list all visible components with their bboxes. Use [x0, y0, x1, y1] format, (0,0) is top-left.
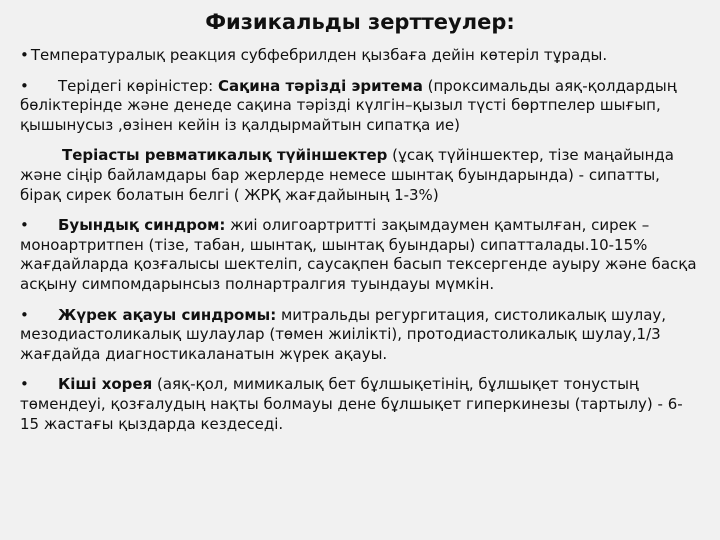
paragraph-pre: Терідегі көріністер:	[58, 76, 218, 95]
paragraph-text: (аяқ-қол, мимикалық бет бұлшықетінің, бұлшықет тонустың төмендеуі, қозғалудың нақты болмауы дене бұлшықет гиперкинезы (тартылу) - 6-15 жастағы қыздарда кездеседі.	[20, 375, 683, 433]
paragraph-bold: Кіші хорея	[58, 375, 153, 394]
bullet: •	[20, 216, 29, 235]
paragraph-skin	[20, 77, 700, 136]
paragraph-joint	[20, 216, 700, 294]
slide-title: Физикальды зерттеулер:	[205, 10, 515, 34]
paragraph-text: митральды регургитация, систоликалық шулау, мезодиастоликалық шулаулар (төмен жиілікті), протодиастоликалық шулау,1/3 жағдайда диагностикаланатын жүрек ақауы.	[20, 305, 667, 363]
paragraph-nodules	[20, 146, 700, 205]
paragraph-text: Температуралық реакция субфебрилден қызбаға дейін көтеріл тұрады.	[30, 46, 608, 64]
paragraph-text: жиі олигоартритті зақымдаумен қамтылған, сирек – моноартритпен (тізе, табан, шынтақ, шынтақ буындары) сипатталады.10-15% жағдайларда қозғалысы шектеліп, саусақпен басып тексергенде ауыру және басқа асқыну симпомдарынсыз полнартралгия туындауы мүмкін.	[20, 216, 697, 293]
paragraph-chorea	[20, 375, 700, 434]
paragraph-bold: Жүрек ақауы синдромы:	[58, 305, 277, 324]
bullet: •	[20, 305, 29, 324]
paragraph-heart	[20, 306, 700, 365]
bullet: •	[20, 375, 29, 394]
paragraph-bold: Теріасты ревматикалық түйіншектер	[62, 146, 388, 165]
paragraph-bold: Сақина тәрізді эритема	[217, 76, 423, 95]
bullet: •	[20, 76, 29, 95]
paragraph-text: (проксимальды аяқ-қолдардың бөліктерінде және денеде сақина тәрізді күлгін–қызыл түсті бөртпелер шығып, қышынусыз ,өзінен кейін із қалдырмайтын сипатқа ие)	[20, 76, 677, 134]
paragraph-text: (ұсақ түйіншектер, тізе маңайында және сіңір байламдары бар жерлерде немесе шынтақ буындарында) - сипатты, бірақ сирек болатын белгі ( ЖРҚ жағдайының 1-3%)	[20, 146, 674, 204]
bullet: •	[20, 46, 29, 64]
paragraph-bold: Буындық синдром:	[58, 216, 226, 235]
paragraph-temperature	[20, 46, 700, 66]
